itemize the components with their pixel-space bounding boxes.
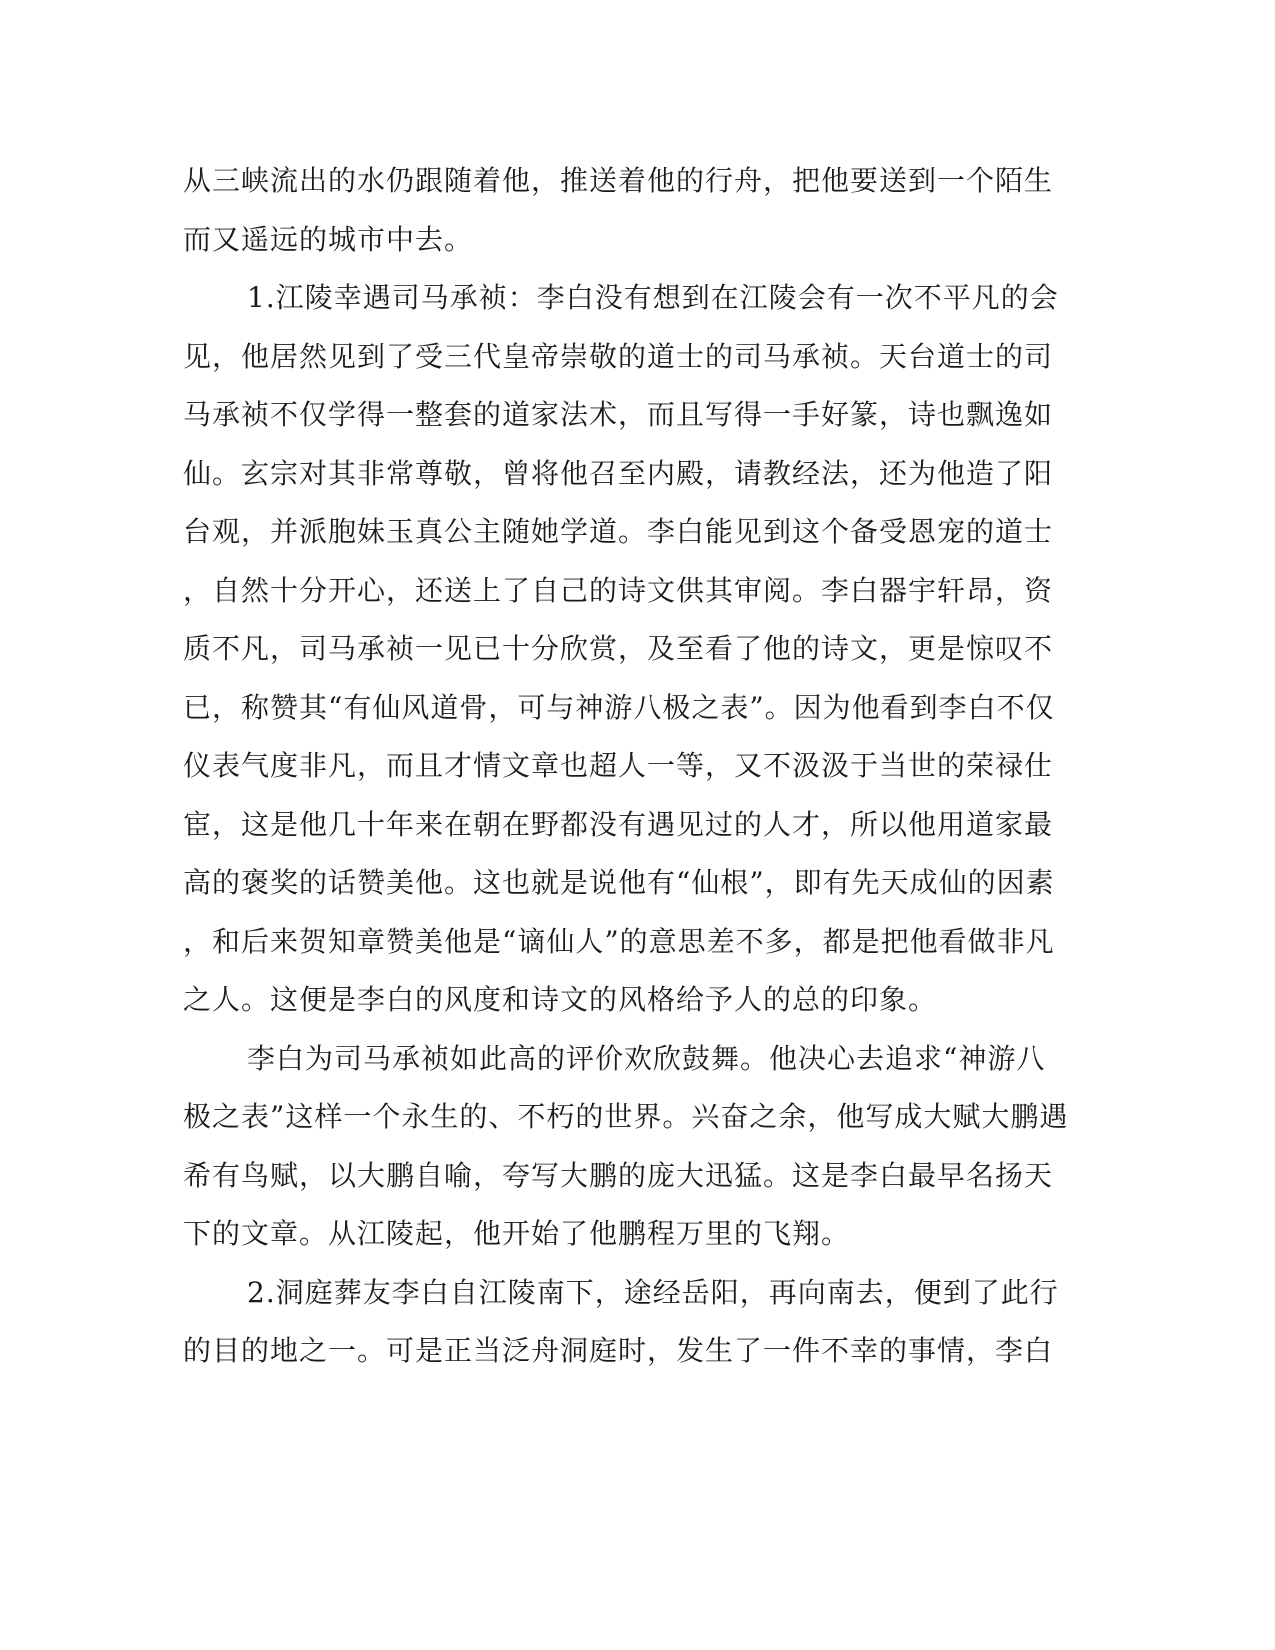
text-line: 高的褒奖的话赞美他。这也就是说他有“仙根”，即有先天成仙的因素 (183, 866, 1055, 899)
text-line: 质不凡，司马承祯一见已十分欣赏，及至看了他的诗文，更是惊叹不 (183, 632, 1054, 665)
text-line: 李白为司马承祯如此高的评价欢欣鼓舞。他决心去追求“神游八 (247, 1041, 1046, 1075)
text-line: 宦，这是他几十年来在朝在野都没有遇见过的人才，所以他用道家最 (183, 807, 1054, 841)
text-line: 1.江陵幸遇司马承祯：李白没有想到在江陵会有一次不平凡的会 (247, 281, 1059, 314)
text-line: ，和后来贺知章赞美他是“谪仙人”的意思差不多，都是把他看做非凡 (183, 924, 1055, 958)
paragraph-4 (183, 1264, 1059, 1381)
text-line: 已，称赞其“有仙风道骨，可与神游八极之表”。因为他看到李白不仅 (183, 690, 1055, 724)
text-line: 从三峡流出的水仍跟随着他，推送着他的行舟，把他要送到一个陌生 (183, 164, 1054, 197)
text-line: 之人。这便是李白的风度和诗文的风格给予人的总的印象。 (183, 983, 938, 1016)
text-line: 而又遥远的城市中去。 (183, 222, 474, 256)
text-line: 马承祯不仅学得一整套的道家法术，而且写得一手好篆，诗也飘逸如 (183, 398, 1054, 431)
text-line: 见，他居然见到了受三代皇帝崇敬的道士的司马承祯。天台道士的司 (183, 339, 1054, 373)
paragraph-3 (183, 1030, 1069, 1264)
text-line: ，自然十分开心，还送上了自己的诗文供其审阅。李白器宇轩昂，资 (183, 573, 1054, 607)
text-line: 的目的地之一。可是正当泛舟洞庭时，发生了一件不幸的事情，李白 (183, 1334, 1054, 1367)
paragraph-2 (183, 269, 1059, 1030)
document-body (183, 152, 1069, 1381)
paragraph-1 (183, 152, 1054, 269)
text-line: 2.洞庭葬友李白自江陵南下，途经岳阳，再向南去，便到了此行 (247, 1275, 1059, 1309)
text-line: 希有鸟赋，以大鹏自喻，夸写大鹏的庞大迅猛。这是李白最早名扬天 (183, 1158, 1054, 1192)
text-line: 台观，并派胞妹玉真公主随她学道。李白能见到这个备受恩宠的道士 (183, 515, 1054, 548)
text-line: 下的文章。从江陵起，他开始了他鹏程万里的飞翔。 (183, 1217, 851, 1250)
text-line: 极之表”这样一个永生的、不朽的世界。兴奋之余，他写成大赋大鹏遇 (183, 1100, 1069, 1133)
text-line: 仪表气度非凡，而且才情文章也超人一等，又不汲汲于当世的荣禄仕 (183, 749, 1054, 782)
text-line: 仙。玄宗对其非常尊敬，曾将他召至内殿，请教经法，还为他造了阳 (183, 456, 1054, 490)
